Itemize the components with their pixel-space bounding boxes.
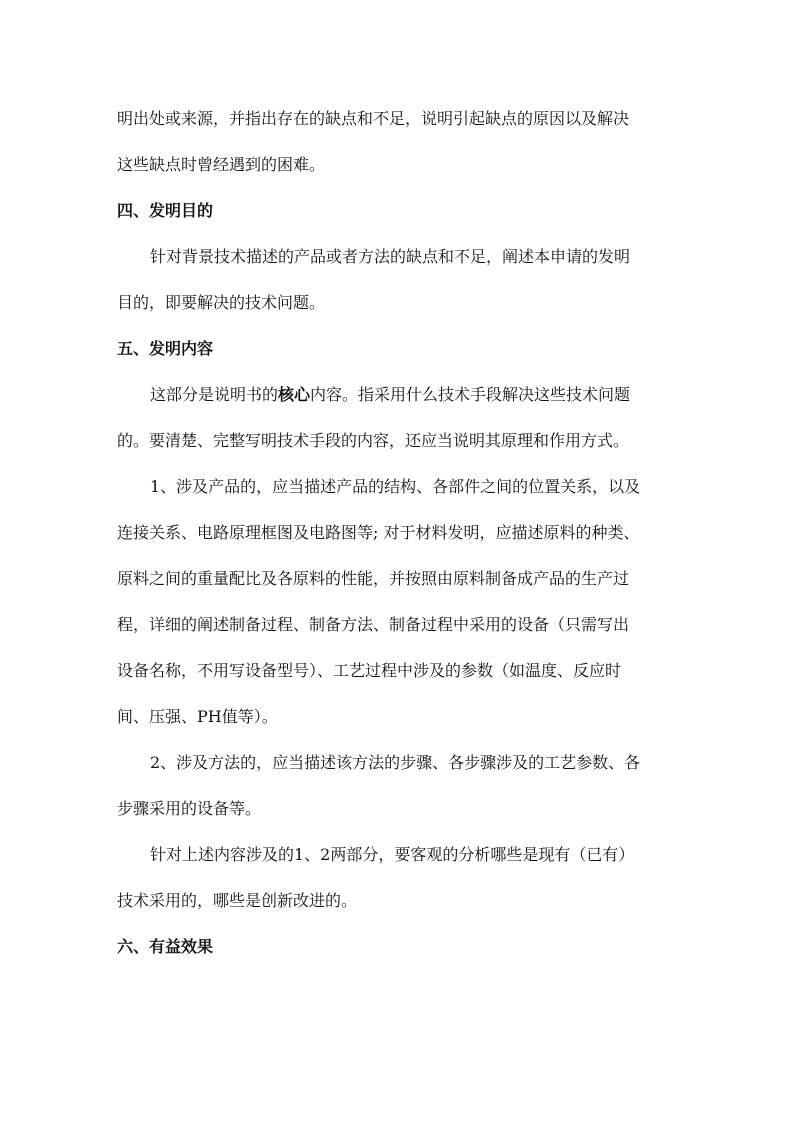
paragraph-line: 原料之间的重量配比及各原料的性能，并按照由原料制备成产品的生产过 <box>117 569 630 588</box>
section-heading-4: 四、发明目的 <box>117 201 214 220</box>
paragraph-line: 间、压强、PH值等）。 <box>117 707 278 726</box>
paragraph-line: 针对背景技术描述的产品或者方法的缺点和不足，阐述本申请的发明 <box>150 247 631 266</box>
paragraph-line: 这些缺点时曾经遇到的困难。 <box>117 155 326 174</box>
paragraph-line: 2、涉及方法的，应当描述该方法的步骤、各步骤涉及的工艺参数、各 <box>150 753 641 772</box>
section-heading-5: 五、发明内容 <box>117 339 214 358</box>
paragraph-line: 目的，即要解决的技术问题。 <box>117 293 326 312</box>
paragraph-line: 连接关系、电路原理框图及电路图等; 对于材料发明，应描述原料的种类、 <box>117 523 640 542</box>
paragraph-line: 技术采用的，哪些是创新改进的。 <box>117 891 358 910</box>
paragraph-line: 设备名称，不用写设备型号）、工艺过程中涉及的参数（如温度、反应时 <box>117 661 622 680</box>
paragraph-line: 针对上述内容涉及的1、2两部分，要客观的分析哪些是现有（已有） <box>150 845 635 864</box>
text-span: 内容。指采用什么技术手段解决这些技术问题 <box>310 385 631 404</box>
paragraph-line: 程，详细的阐述制备过程、制备方法、制备过程中采用的设备（只需写出 <box>117 615 630 634</box>
paragraph-line: 明出处或来源，并指出存在的缺点和不足，说明引起缺点的原因以及解决 <box>117 109 630 128</box>
section-heading-6: 六、有益效果 <box>117 937 214 956</box>
paragraph-line: 的。要清楚、完整写明技术手段的内容，还应当说明其原理和作用方式。 <box>117 431 630 450</box>
text-span: 这部分是说明书的 <box>150 385 279 404</box>
paragraph-line: 1、涉及产品的，应当描述产品的结构、各部件之间的位置关系，以及 <box>150 477 641 496</box>
paragraph-line <box>150 385 630 405</box>
paragraph-line: 步骤采用的设备等。 <box>117 799 262 818</box>
bold-text-span: 核心 <box>278 385 311 404</box>
